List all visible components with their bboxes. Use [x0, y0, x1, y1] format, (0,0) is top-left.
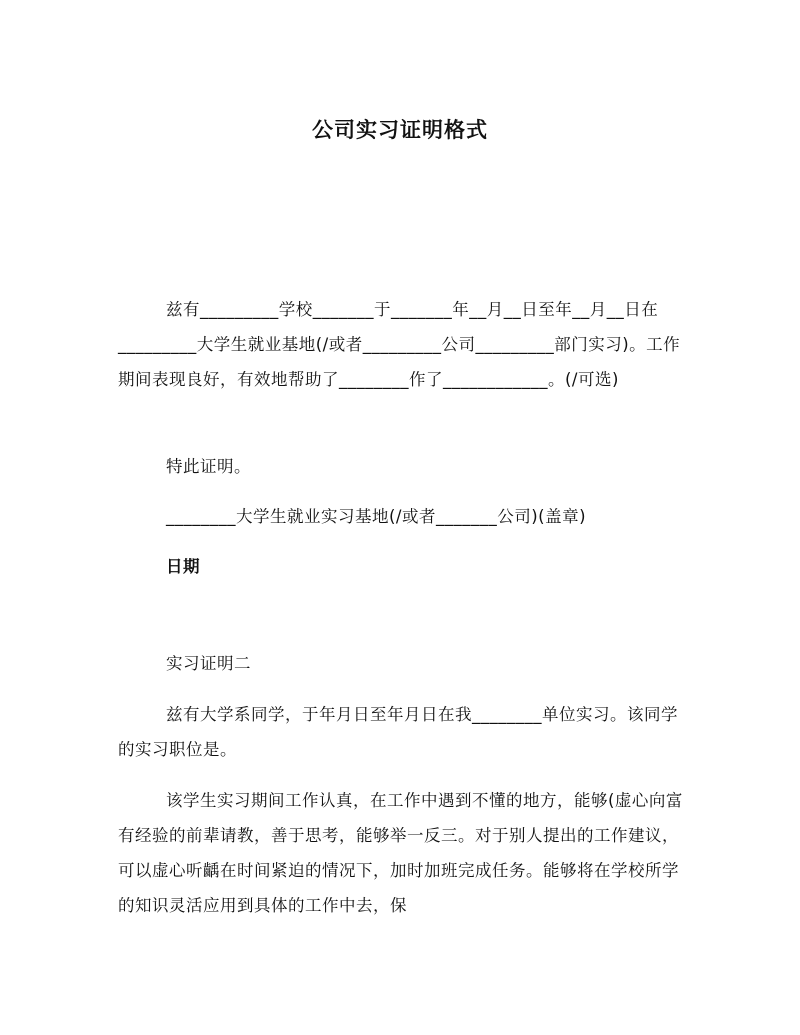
certify-line: 特此证明。 — [166, 457, 251, 476]
certificate-paragraph-2 — [118, 697, 683, 767]
date-label: 日期 — [166, 557, 200, 576]
paragraph-1-text: 兹有_________学校_______于_______年__月__日至年__月__日在_________大学生就业基地(/或者_________公司_________部门实习)。工作期间表现良好，有效地帮助了________作了____________。(/可选) — [118, 300, 681, 389]
paragraph-3-text: 该学生实习期间工作认真，在工作中遇到不懂的地方，能够(虚心向富有经验的前辈请教，善于思考，能够举一反三。对于别人提出的工作建议，可以虚心听齲在时间紧迫的情况下，加时加班完成任务。能够将在学校所学的知识灵活应用到具体的工作中去，保 — [118, 791, 683, 915]
certificate-paragraph-3 — [118, 783, 683, 923]
signature-line: ________大学生就业实习基地(/或者_______公司)(盖章) — [166, 507, 587, 526]
certificate-paragraph-1 — [118, 292, 683, 397]
document-title: 公司实习证明格式 — [312, 118, 488, 142]
section-2-heading: 实习证明二 — [166, 654, 251, 673]
paragraph-2-text: 兹有大学系同学，于年月日至年月日在我________单位实习。该同学的实习职位是。 — [118, 705, 678, 759]
